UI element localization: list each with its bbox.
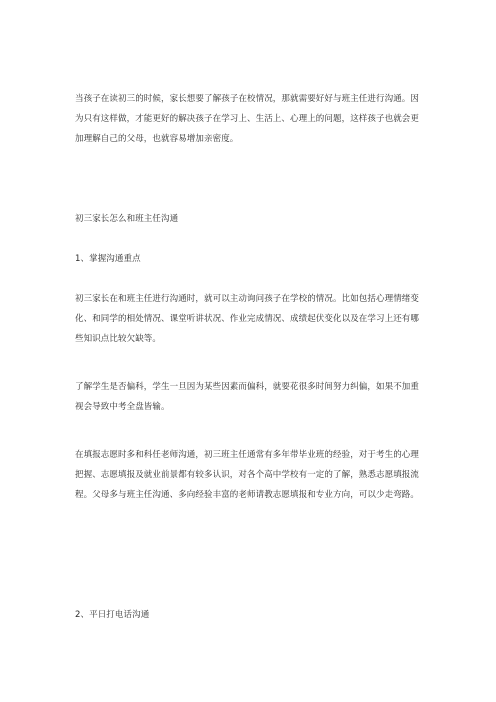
section-1-paragraph-3: 在填报志愿时多和科任老师沟通，初三班主任通常有多年带毕业班的经验，对于考生的心理把握、志愿填报及就业前景都有较多认识，对各个高中学校有一定的了解，熟悉志愿填报流程。父母多与班主任沟通、多向经验丰富的老师请教志愿填报和专业方向，可以少走弯路。 (75, 450, 420, 500)
intro-paragraph: 当孩子在读初三的时候，家长想要了解孩子在校情况，那就需要好好与班主任进行沟通。因为只有这样做，才能更好的解决孩子在学习上、生活上、心理上的问题，这样孩子也就会更加理解自己的父母，也就容易增加亲密度。 (75, 94, 420, 144)
section-1-paragraph-2: 了解学生是否偏科，学生一旦因为某些因素而偏科，就要花很多时间努力纠偏，如果不加重视会导致中考全盘皆输。 (75, 382, 420, 412)
page-title: 初三家长怎么和班主任沟通 (75, 214, 179, 224)
section-2-heading: 2、平日打电话沟通 (75, 610, 150, 620)
section-1-heading: 1、掌握沟通重点 (75, 254, 141, 264)
section-1-paragraph-1: 初三家长在和班主任进行沟通时，就可以主动询问孩子在学校的情况。比如包括心理情绪变化、和同学的相处情况、课堂听讲状况、作业完成情况、成绩起伏变化以及在学习上还有哪些知识点比较欠缺等。 (75, 294, 420, 344)
